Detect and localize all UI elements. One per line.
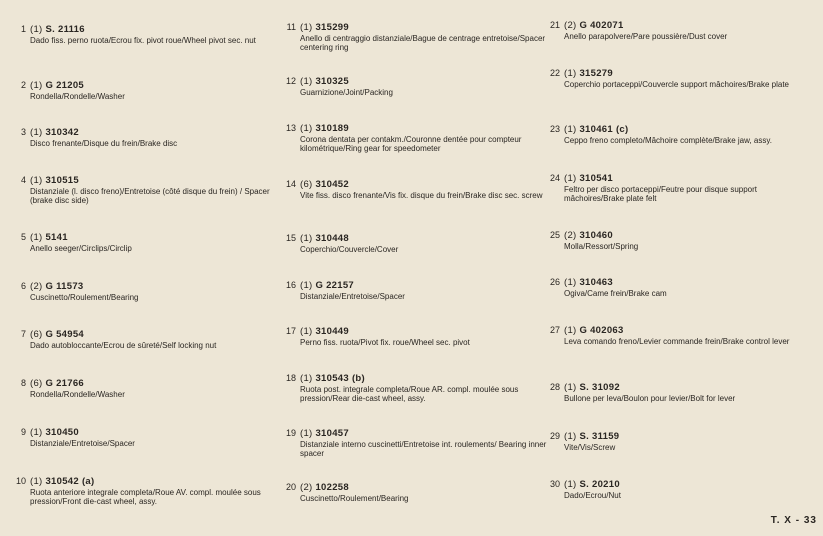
item-number: 26: [549, 277, 560, 287]
item-number: 3: [20, 127, 26, 137]
item-code: S. 20210: [579, 479, 620, 490]
item-code: G 54954: [45, 329, 85, 340]
item-description: Dado fiss. perno ruota/Ecrou fix. pivot roue/Wheel pivot sec. nut: [30, 36, 256, 45]
item-code: 310325: [315, 76, 349, 87]
item-code: 315279: [579, 68, 613, 79]
item-qty: (1): [300, 76, 313, 87]
item-number: 19: [285, 428, 296, 438]
item-number: 22: [549, 68, 560, 78]
item-qty: (1): [30, 427, 43, 438]
item-number: 30: [549, 479, 560, 489]
item-number: 5: [20, 232, 26, 242]
item-number: 28: [549, 382, 560, 392]
item-code: G 402063: [579, 325, 624, 336]
item-description: Vite fiss. disco frenante/Vis fix. disque du frein/Brake disc sec. screw: [300, 191, 543, 200]
page-number: T. X - 33: [770, 515, 817, 526]
item-code: 310461: [579, 124, 613, 135]
item-code: 310342: [45, 127, 79, 138]
item-code: 310450: [45, 427, 79, 438]
item-number: 15: [285, 233, 296, 243]
item-qty: (1): [564, 124, 577, 135]
item-description: Rondella/Rondelle/Washer: [30, 390, 125, 399]
item-code: 310463: [579, 277, 613, 288]
item-qty: (1): [30, 80, 43, 91]
item-description: Distanziale/Entretoise/Spacer: [30, 439, 135, 448]
item-number: 18: [285, 373, 296, 383]
item-number: 10: [15, 476, 26, 486]
item-description: Disco frenante/Disque du frein/Brake disc: [30, 139, 178, 148]
item-qty: (1): [564, 68, 577, 79]
item-number: 21: [549, 20, 560, 30]
item-qty: (1): [564, 277, 577, 288]
item-description: Anello di centraggio distanziale/Bague de centrage entretoise/Spacer centering ring: [300, 34, 546, 52]
item-description: Leva comando freno/Levier commande frein/Brake control lever: [564, 337, 790, 346]
item-description: Ruota anteriore integrale completa/Roue AV. compl. moulée sous pression/Front die-cast wheel, assy.: [30, 488, 261, 506]
item-description: Coperchio/Couvercle/Cover: [300, 245, 399, 254]
item-suffix: (b): [351, 373, 365, 384]
item-code: 310541: [579, 173, 613, 184]
column-3: [546, 0, 814, 536]
item-number: 20: [285, 482, 296, 492]
item-description: Coperchio portaceppi/Couvercle support mâchoires/Brake plate: [564, 80, 790, 89]
item-description: Distanziale interno cuscinetti/Entretoise int. roulements/ Bearing inner spacer: [300, 440, 547, 458]
item-description: Perno fiss. ruota/Pivot fix. roue/Wheel sec. pivot: [300, 338, 470, 347]
item-qty: (2): [564, 230, 577, 241]
item-qty: (1): [30, 476, 43, 487]
item-description: Dado/Ecrou/Nut: [564, 491, 621, 500]
item-number: 1: [20, 24, 26, 34]
item-description: Rondella/Rondelle/Washer: [30, 92, 125, 101]
item-description: Feltro per disco portaceppi/Feutre pour disque support mâchoires/Brake plate felt: [564, 185, 757, 203]
item-suffix: (a): [81, 476, 95, 487]
item-qty: (1): [300, 428, 313, 439]
item-description: Vite/Vis/Screw: [564, 443, 616, 452]
item-number: 24: [549, 173, 560, 183]
item-description: Anello seeger/Circlips/Circlip: [30, 244, 132, 253]
item-description: Bullone per leva/Boulon pour levier/Bolt for lever: [564, 394, 736, 403]
item-number: 4: [20, 175, 26, 185]
item-qty: (1): [300, 326, 313, 337]
item-description: Corona dentata per contakm./Couronne dentée pour compteur kilométrique/Ring gear for speedometer: [300, 135, 522, 153]
item-qty: (2): [564, 20, 577, 31]
item-qty: (6): [300, 179, 313, 190]
item-code: 315299: [315, 22, 349, 33]
item-number: 27: [549, 325, 560, 335]
item-code: 310457: [315, 428, 349, 439]
item-code: G 22157: [315, 280, 355, 291]
item-number: 6: [20, 281, 26, 291]
item-qty: (1): [300, 280, 313, 291]
item-number: 12: [285, 76, 296, 86]
item-code: 310515: [45, 175, 79, 186]
item-qty: (1): [30, 24, 43, 35]
item-number: 29: [549, 431, 560, 441]
item-qty: (1): [30, 127, 43, 138]
item-number: 9: [20, 427, 26, 437]
item-qty: (1): [30, 232, 43, 243]
item-qty: (1): [300, 123, 313, 134]
item-qty: (1): [300, 233, 313, 244]
item-description: Molla/Ressort/Spring: [564, 242, 639, 251]
item-qty: (1): [564, 173, 577, 184]
item-qty: (6): [30, 378, 43, 389]
item-number: 8: [20, 378, 26, 388]
item-description: Cuscinetto/Roulement/Bearing: [30, 293, 139, 302]
item-description: Distanziale (l. disco freno)/Entretoise (côté disque du frein) / Spacer (brake disc side): [30, 187, 270, 205]
item-qty: (1): [564, 325, 577, 336]
item-qty: (1): [30, 175, 43, 186]
item-number: 16: [285, 280, 296, 290]
item-description: Anello parapolvere/Pare poussière/Dust cover: [564, 32, 728, 41]
item-code: 310543: [315, 373, 349, 384]
item-code: 310449: [315, 326, 349, 337]
item-code: 310460: [579, 230, 613, 241]
item-code: G 21766: [45, 378, 85, 389]
item-number: 25: [549, 230, 560, 240]
item-qty: (1): [564, 479, 577, 490]
item-code: 310448: [315, 233, 349, 244]
item-qty: (6): [30, 329, 43, 340]
item-code: 310452: [315, 179, 349, 190]
item-qty: (1): [300, 22, 313, 33]
item-qty: (1): [564, 382, 577, 393]
item-code: G 11573: [45, 281, 84, 292]
item-number: 13: [285, 123, 296, 133]
item-description: Guarnizione/Joint/Packing: [300, 88, 393, 97]
item-description: Ceppo freno completo/Mâchoire complète/Brake jaw, assy.: [564, 136, 772, 145]
item-code: 102258: [315, 482, 349, 493]
item-description: Ruota post. integrale completa/Roue AR. compl. moulée sous pression/Rear die-cast wheel, assy.: [300, 385, 519, 403]
item-description: Ogiva/Came frein/Brake cam: [564, 289, 667, 298]
column-2: [282, 0, 550, 536]
item-qty: (2): [300, 482, 313, 493]
item-qty: (2): [30, 281, 43, 292]
item-number: 7: [20, 329, 26, 339]
item-code: 5141: [45, 232, 68, 243]
item-code: 310189: [315, 123, 349, 134]
item-number: 23: [549, 124, 560, 134]
item-number: 11: [286, 22, 296, 32]
item-qty: (1): [564, 431, 577, 442]
item-code: G 21205: [45, 80, 85, 91]
item-code: S. 31159: [579, 431, 620, 442]
item-description: Distanziale/Entretoise/Spacer: [300, 292, 405, 301]
item-description: Dado autobloccante/Ecrou de sûreté/Self locking nut: [30, 341, 217, 350]
column-1: [12, 0, 280, 536]
item-code: 310542: [45, 476, 79, 487]
item-code: S. 31092: [579, 382, 620, 393]
item-number: 14: [285, 179, 296, 189]
item-code: S. 21116: [45, 24, 85, 35]
item-suffix: (c): [615, 124, 629, 135]
item-number: 2: [20, 80, 26, 90]
item-description: Cuscinetto/Roulement/Bearing: [300, 494, 409, 503]
item-number: 17: [285, 326, 296, 336]
item-qty: (1): [300, 373, 313, 384]
item-code: G 402071: [579, 20, 624, 31]
